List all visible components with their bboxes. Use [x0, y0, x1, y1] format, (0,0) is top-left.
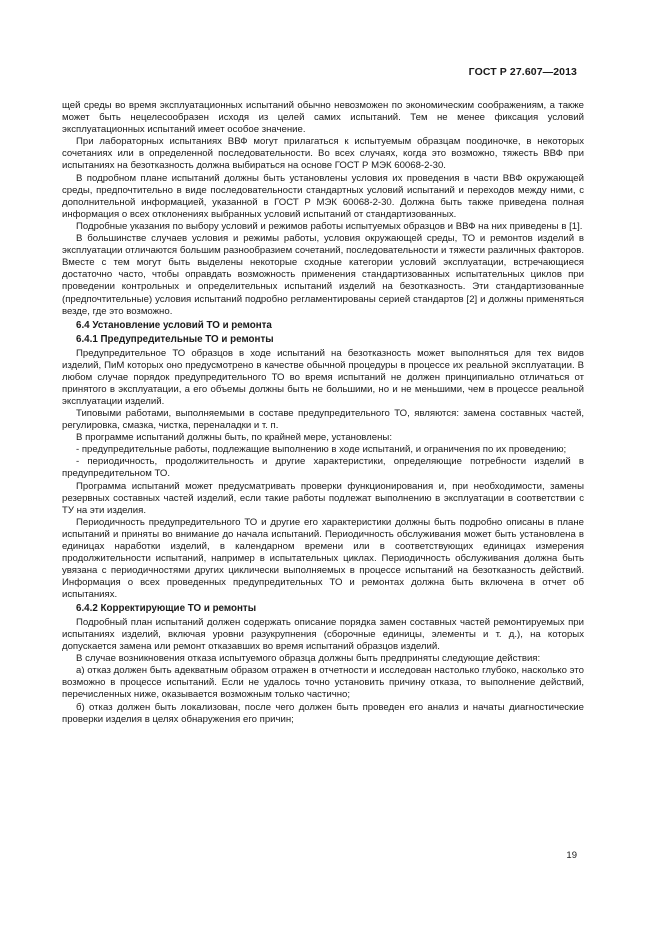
- list-item: - периодичность, продолжительность и другие характеристики, определяющие потребности изделий в предупредительном ТО.: [62, 456, 584, 480]
- section-heading-6-4-2: 6.4.2 Корректирующие ТО и ремонты: [76, 603, 257, 615]
- paragraph: Типовыми работами, выполняемыми в составе предупредительного ТО, являются: замена составных частей, регулировка, смазка, чистка, переналадки и т. п.: [62, 407, 584, 432]
- page-body: [62, 100, 584, 726]
- page-number: 19: [566, 850, 577, 861]
- paragraph: В случае возникновения отказа испытуемого образца должны быть предприняты следующие действия:: [76, 653, 541, 665]
- list-item: б) отказ должен быть локализован, после чего должен быть проведен его анализ и начаты диагностические проверки изделия в целях обнаружения его причин;: [62, 701, 584, 725]
- paragraph: Программа испытаний может предусматривать проверки функционирования и, при необходимости, замены резервных составных частей изделий, если такие работы подлежат выполнению в эксплуатации в соответствии с ТУ на эти изделия.: [62, 480, 584, 516]
- list-item: а) отказ должен быть адекватным образом отражен в отчетности и исследован настолько глубоко, насколько это возможно в процессе испытаний. Если не удалось точно установить причину отказа, то выполнение действий, перечисленных ниже, оказывается возможным только частично;: [62, 665, 584, 701]
- document-header: ГОСТ Р 27.607—2013: [468, 66, 577, 78]
- paragraph: При лабораторных испытаниях ВВФ могут прилагаться к испытуемым образцам поодиночке, в некоторых сочетаниях или в определенной последовательности. Во всех случаях, когда это возможно, тяжесть ВВФ при испытаниях на безотказность должна выбираться на основе ГОСТ Р МЭК 60068-2-30.: [62, 136, 584, 172]
- paragraph: Предупредительное ТО образцов в ходе испытаний на безотказность может выполняться для тех видов изделий, ПиМ которых оно предусмотрено в качестве обычной процедуры в процессе их реальной эксплуатации. В любом случае порядок предупредительного ТО во время испытаний не должен принципиально отличаться от принятого в эксплуатации, а его объемы должны быть не большими, но и не меньшими, чем в процессе реальной эксплуатации изделий.: [62, 347, 584, 407]
- paragraph: Подробный план испытаний должен содержать описание порядка замен составных частей ремонтируемых при испытаниях изделий, включая уровни разукрупнения (сборочные единицы, элементы и т. д.), на которых допускается замена или ремонт отказавших во время испытаний образцов изделий.: [62, 616, 584, 653]
- list-item: - предупредительные работы, подлежащие выполнению в ходе испытаний, и ограничения по их проведению;: [76, 444, 567, 456]
- paragraph: Подробные указания по выбору условий и режимов работы испытуемых образцов и ВВФ на них приведены в [1].: [76, 220, 583, 232]
- paragraph: щей среды во время эксплуатационных испытаний обычно невозможен по экономическим соображениям, а также может быть нецелесообразен исходя из целей самих испытаний. Тем не менее фиксация условий эксплуатационных испытаний имеет особое значение.: [62, 100, 584, 136]
- paragraph: Периодичность предупредительного ТО и другие его характеристики должны быть подробно описаны в плане испытаний и приняты во внимание до начала испытаний. Периодичность обслуживания может быть установлена в единицах наработки изделий, в календарном времени или в соответствующих единицах измерения продолжительности испытаний, например в испытательных циклах. Периодичность обслуживания должна быть увязана с периодичностями других циклически выполняемых в процессе испытаний на безотказность действий. Информация о всех проведенных предупредительных ТО и ремонтах должна быть включена в отчет об испытаниях.: [62, 516, 584, 601]
- paragraph: В подробном плане испытаний должны быть установлены условия их проведения в части ВВФ окружающей среды, предпочтительно в виде последовательности стандартных условий испытаний и переходов между ними, с дополнительной информацией, указанной в ГОСТ Р МЭК 60068-2-30. Должна быть также приведена полная информация о всех отклонениях выбранных условий испытаний от стандартизованных.: [62, 172, 584, 220]
- section-heading-6-4: 6.4 Установление условий ТО и ремонта: [76, 319, 272, 331]
- section-heading-6-4-1: 6.4.1 Предупредительные ТО и ремонты: [76, 334, 274, 346]
- paragraph: В большинстве случаев условия и режимы работы, условия окружающей среды, ТО и ремонтов изделий в эксплуатации отличаются большим разнообразием сочетаний, последовательности и тяжести различных факторов. Вместе с тем могут быть выделены некоторые сходные категории условий эксплуатации, встречающиеся достаточно часто, чтобы оправдать возможность применения стандартизованных испытательных циклов при проведении контрольных и определительных испытаний изделий на безотказность. Эти стандартизованные (предпочтительные) условия испытаний подробно регламентированы серией стандартов [2] и должны применяться везде, где это возможно.: [62, 233, 584, 317]
- paragraph: В программе испытаний должны быть, по крайней мере, установлены:: [76, 432, 392, 444]
